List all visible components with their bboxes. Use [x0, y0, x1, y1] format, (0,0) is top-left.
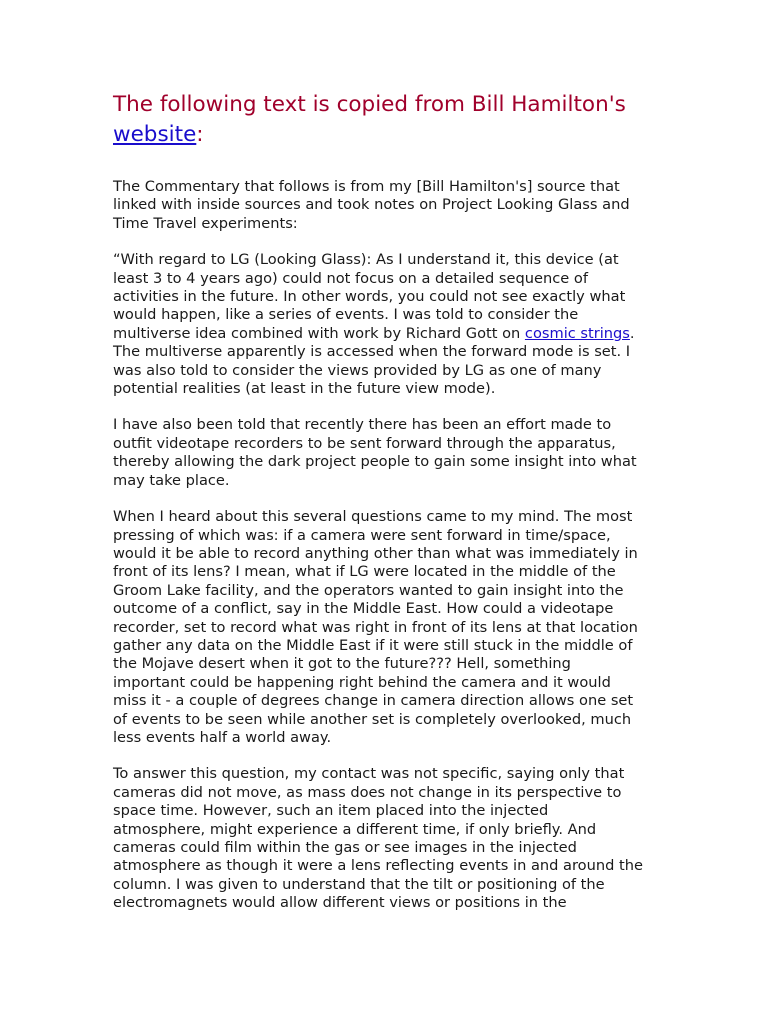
page-heading [113, 90, 643, 150]
heading-colon: : [196, 122, 204, 147]
paragraph-answer: To answer this question, my contact was not specific, saying only that cameras did not move, as mass does not change in its perspective to space time. However, such an item placed into the injected atmosphere, might experience a different time, if only briefly. And cameras could film within the gas or see images in the injected atmosphere as though it were a lens reflecting events in and around the column. I was given to understand that the tilt or positioning of the electromagnets would allow different views or positions in the [113, 765, 643, 912]
document-page [113, 90, 643, 931]
heading-text: The following text is copied from Bill Hamilton's [113, 92, 626, 117]
paragraph-looking-glass-text-end: . The multiverse apparently is accessed when the forward mode is set. I was also told to consider the views provided by LG as one of many potential realities (at least in the future view mode). [113, 324, 635, 398]
paragraph-questions: When I heard about this several questions came to my mind. The most pressing of which was: if a camera were sent forward in time/space, would it be able to record anything other than what was immediately in front of its lens? I mean, what if LG were located in the middle of the Groom Lake facility, and the operators wanted to gain insight into the outcome of a conflict, say in the Middle East. How could a videotape recorder, set to record what was right in front of its lens at that location gather any data on the Middle East if it were still stuck in the middle of the Mojave desert when it got to the future??? Hell, something important could be happening right behind the camera and it would miss it - a couple of degrees change in camera direction allows one set of events to be seen while another set is completely overlooked, much less events half a world away. [113, 508, 638, 746]
paragraph-looking-glass-text: “With regard to LG (Looking Glass): As I understand it, this device (at least 3 to 4 years ago) could not focus on a detailed sequence of activities in the future. In other words, you could not see exactly what would happen, like a series of events. I was told to consider the multiverse idea combined with work by Richard Gott on [113, 251, 626, 342]
paragraph-looking-glass [113, 251, 643, 398]
website-link[interactable]: website [113, 122, 197, 147]
paragraph-intro: The Commentary that follows is from my [Bill Hamilton's] source that linked with inside sources and took notes on Project Looking Glass and Time Travel experiments: [113, 178, 630, 232]
cosmic-strings-link[interactable]: cosmic strings [524, 324, 630, 342]
paragraph-videotape: I have also been told that recently there has been an effort made to outfit videotape recorders to be sent forward through the apparatus, thereby allowing the dark project people to gain some insight into what may take place. [113, 416, 637, 489]
